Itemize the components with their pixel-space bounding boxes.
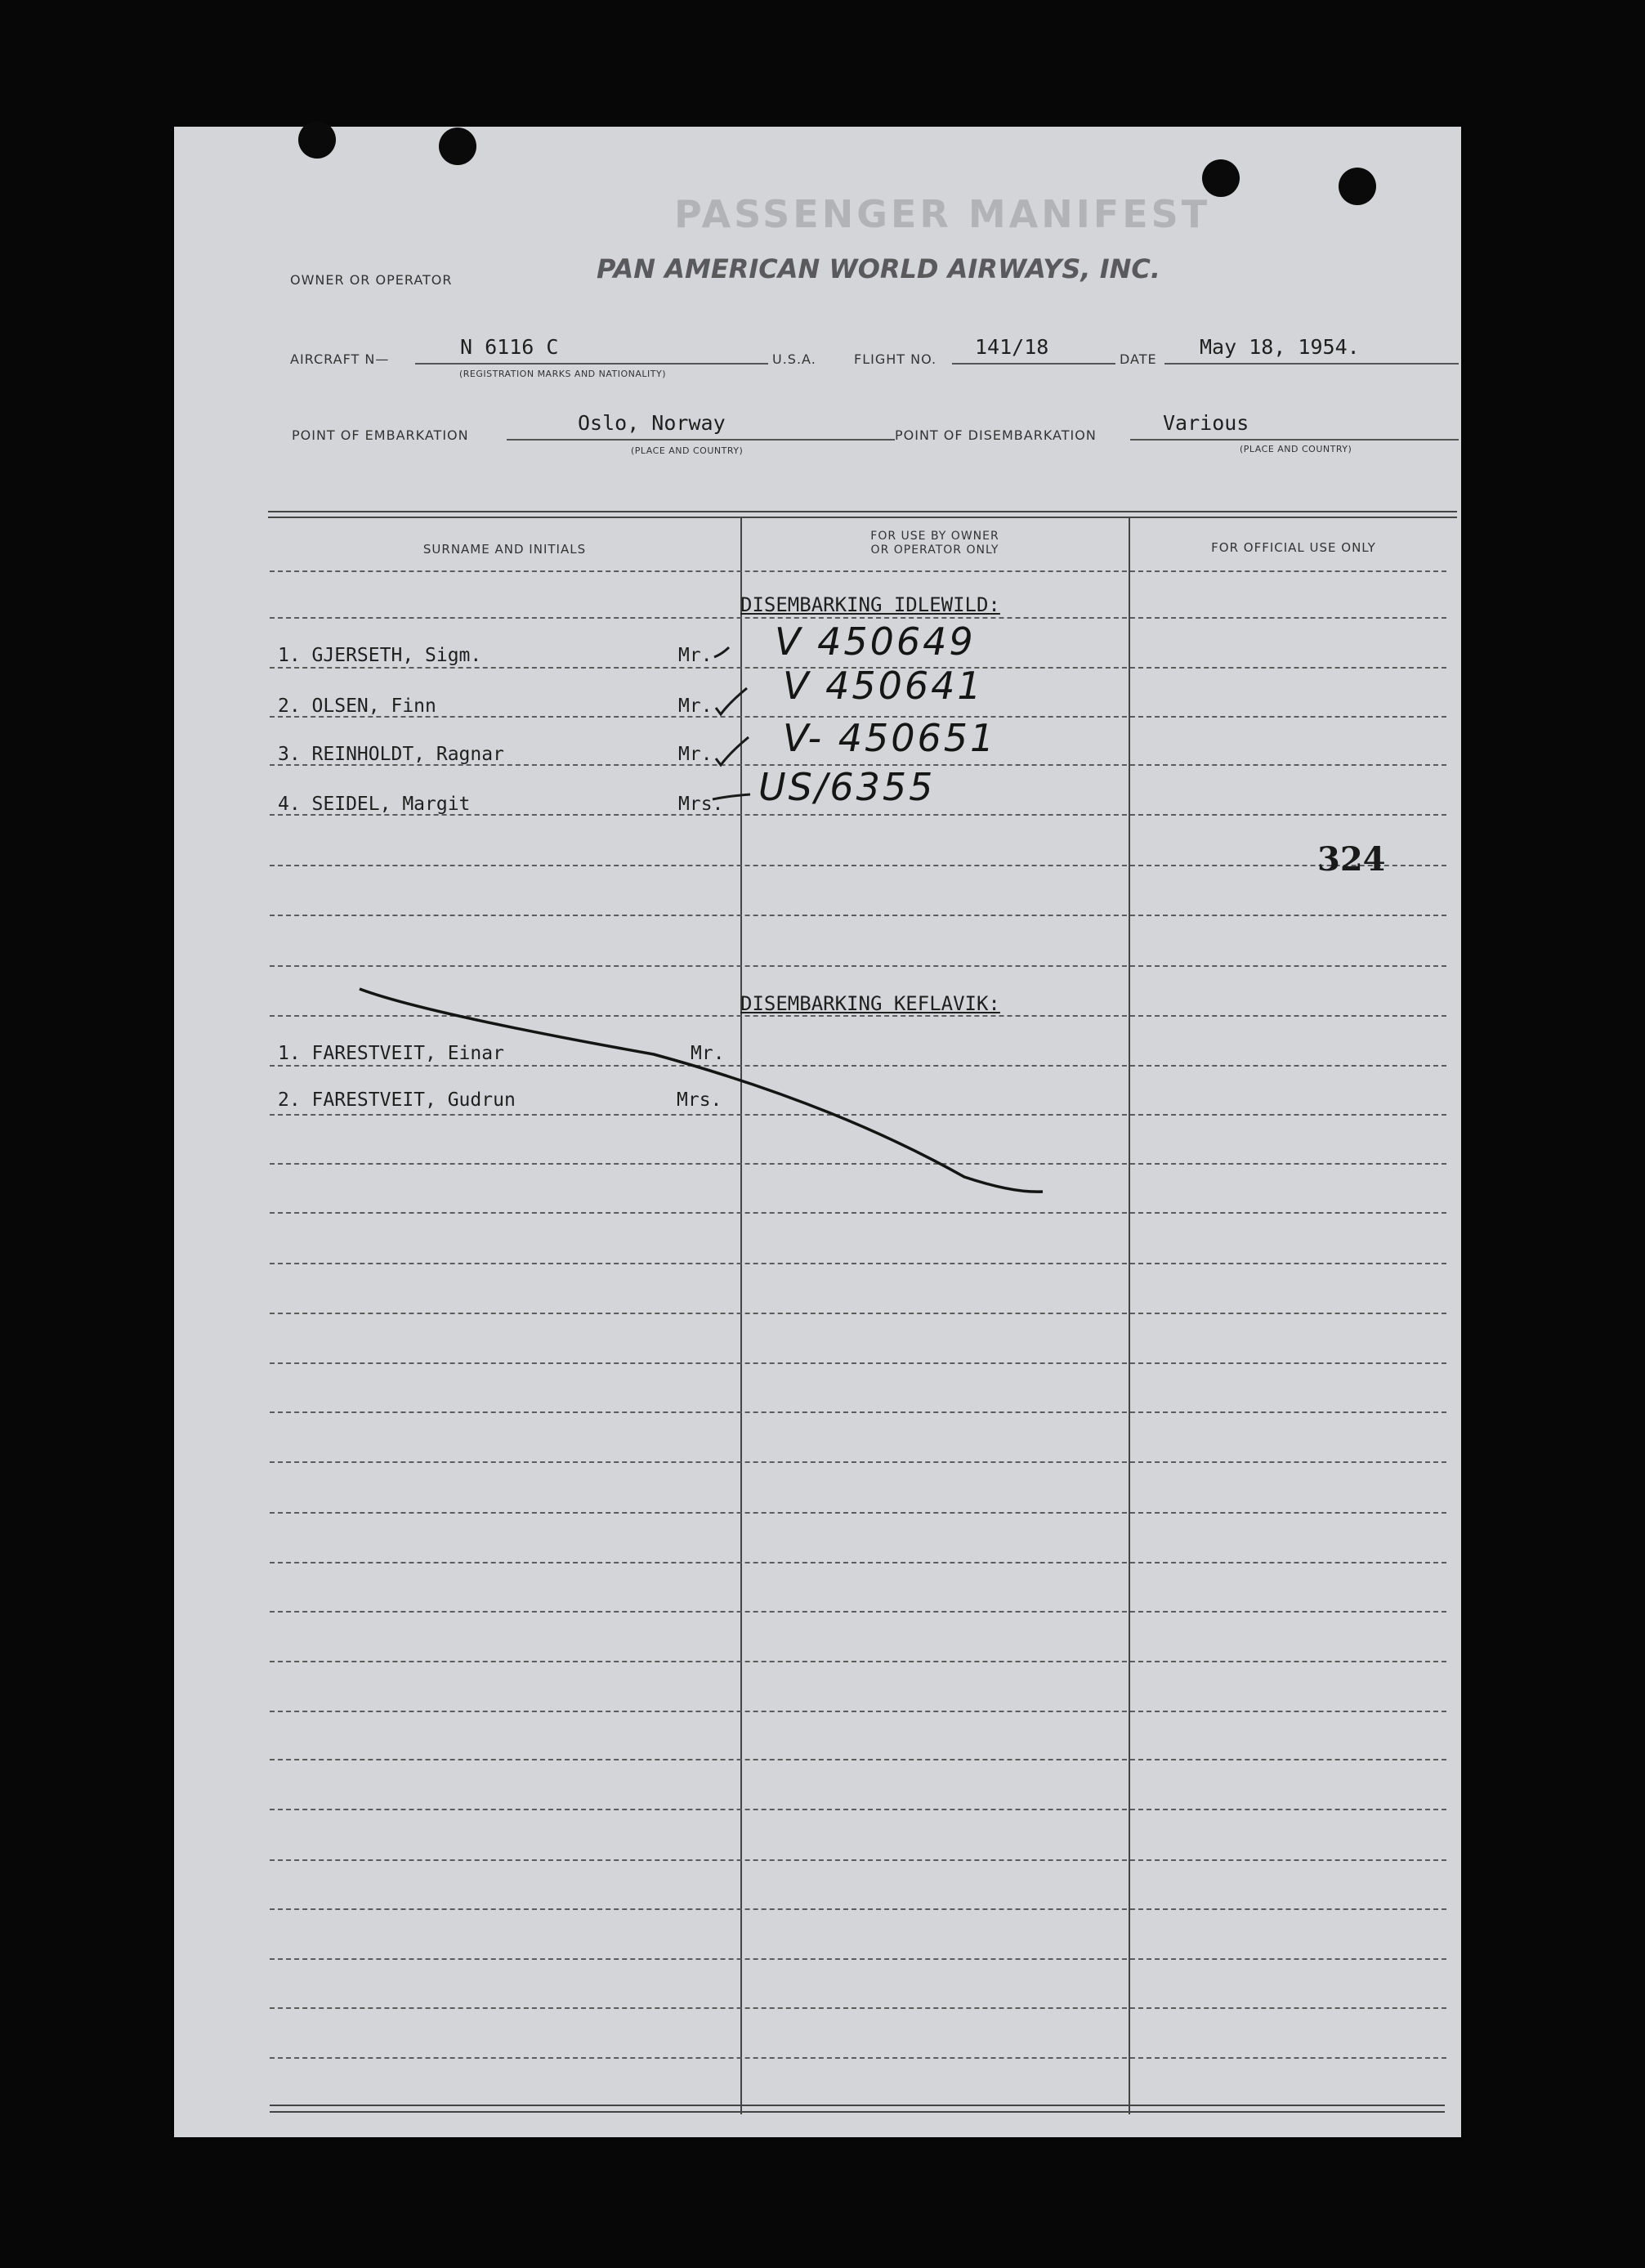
embark-value: Oslo, Norway: [578, 411, 726, 435]
passenger-name: 1. FARESTVEIT, Einar: [278, 1043, 504, 1064]
passenger-title: Mr.: [678, 696, 713, 717]
passenger-title: Mrs.: [678, 794, 724, 815]
handwritten-note: V 450641: [783, 664, 984, 708]
handwritten-note: US/6355: [758, 765, 936, 809]
surname-header: SURNAME AND INITIALS: [422, 542, 587, 557]
date-label: DATE: [1120, 351, 1157, 367]
passenger-name: 1. GJERSETH, Sigm.: [278, 645, 482, 666]
embark-label: POINT OF EMBARKATION: [292, 427, 469, 443]
disembark-note: (PLACE AND COUNTRY): [1240, 444, 1352, 454]
embark-note: (PLACE AND COUNTRY): [631, 445, 744, 456]
aircraft-label: AIRCRAFT N—: [290, 351, 390, 367]
handwritten-note: V- 450651: [783, 716, 997, 760]
passenger-title: Mrs.: [677, 1089, 722, 1111]
section-heading-idlewild: DISEMBARKING IDLEWILD:: [740, 593, 1000, 616]
passenger-title: Mr.: [678, 645, 713, 666]
section-heading-keflavik: DISEMBARKING KEFLAVIK:: [740, 992, 1000, 1015]
owner-label: OWNER OR OPERATOR: [290, 272, 453, 288]
flight-value: 141/18: [975, 335, 1049, 359]
form-title: PASSENGER MANIFEST: [674, 192, 1211, 236]
passenger-title: Mr.: [691, 1043, 725, 1064]
disembark-value: Various: [1163, 411, 1249, 435]
registration-note: (REGISTRATION MARKS AND NATIONALITY): [459, 369, 667, 379]
handwritten-note: V 450649: [775, 620, 976, 664]
date-value: May 18, 1954.: [1200, 335, 1360, 359]
official-use-header: FOR OFFICIAL USE ONLY: [1211, 540, 1376, 555]
passenger-name: 4. SEIDEL, Margit: [278, 794, 471, 815]
aircraft-value: N 6116 C: [460, 335, 559, 359]
passenger-title: Mr.: [678, 744, 713, 765]
page-number: 324: [1317, 840, 1386, 879]
passenger-name: 2. FARESTVEIT, Gudrun: [278, 1089, 516, 1111]
disembark-label: POINT OF DISEMBARKATION: [895, 427, 1097, 443]
owner-use-header-2: OR OPERATOR ONLY: [870, 544, 999, 557]
passenger-name: 2. OLSEN, Finn: [278, 696, 436, 717]
usa-label: U.S.A.: [772, 351, 816, 367]
owner-use-header-1: FOR USE BY OWNER: [870, 530, 999, 543]
passenger-name: 3. REINHOLDT, Ragnar: [278, 744, 504, 765]
airline-name: PAN AMERICAN WORLD AIRWAYS, INC.: [597, 253, 1161, 284]
flight-label: FLIGHT NO.: [854, 351, 937, 367]
